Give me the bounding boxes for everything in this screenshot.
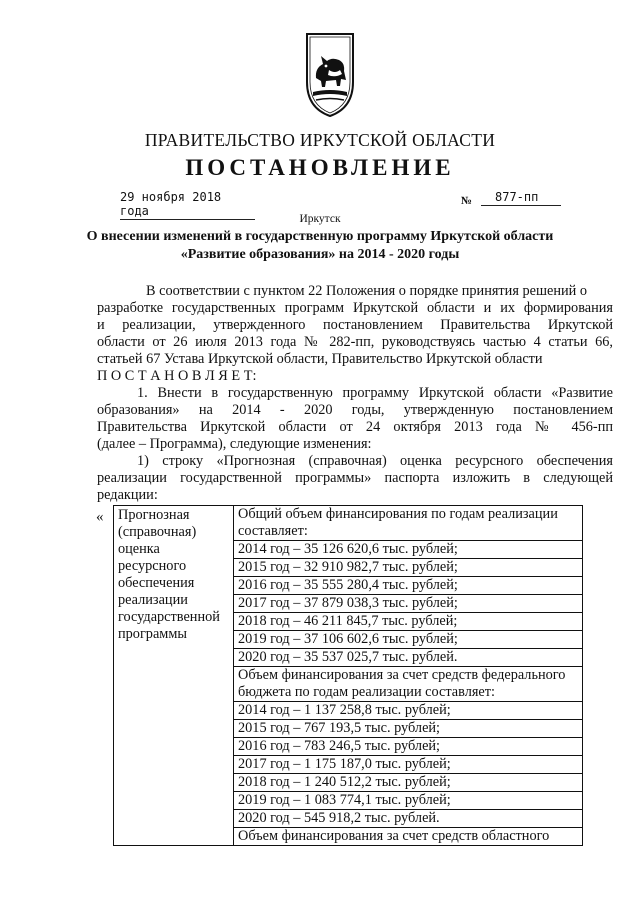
body-line: В соответствии с пунктом 22 Положения о порядке принятия решений о [146,283,588,299]
value-row: 2019 год – 37 106 602,6 тыс. рублей; [234,631,582,649]
value-row: 2020 год – 35 537 025,7 тыс. рублей. [234,649,582,667]
subject-line: О внесении изменений в государственную программу Иркутской области [86,229,554,244]
coat-of-arms-emblem [299,30,361,120]
decree-subject [0,228,640,264]
document-type: ПОСТАНОВЛЕНИЕ [185,155,455,180]
body-line: 1) строку «Прогнозная (справочная) оценка ресурсного обеспечения [137,453,613,469]
value-row: 2020 год – 545 918,2 тыс. рублей. [234,810,582,828]
label-line: реализации [118,592,188,608]
body-line: 1. Внести в государственную программу Иркутской области «Развитие [137,385,613,401]
government-title: ПРАВИТЕЛЬСТВО ИРКУТСКОЙ ОБЛАСТИ [144,130,496,150]
body-line: области от 26 июля 2013 года № 282-пп, руководствуясь частью 4 статьи 66, [97,334,613,350]
value-row: 2018 год – 46 211 845,7 тыс. рублей; [234,613,582,631]
value-row: 2014 год – 35 126 620,6 тыс. рублей; [234,541,582,559]
label-line: государственной [118,609,220,625]
value-row: 2017 год – 37 879 038,3 тыс. рублей; [234,595,582,613]
opening-quote: « [96,509,104,525]
number-label: № [461,195,473,207]
body-line: статьей 67 Устава Иркутской области, Правительство Иркутской области [97,351,543,367]
value-row: Объем финансирования за счет средств федерального бюджета по годам реализации составляет: [234,667,582,702]
label-cell [114,506,234,846]
label-line: ресурсного [118,558,187,574]
passport-table [113,505,583,846]
resolves-heading: П О С Т А Н О В Л Я Е Т: [97,368,257,384]
body-line: разработке государственных программ Иркутской области и их формирования [97,300,613,316]
body-line: образования» на 2014 - 2020 годы, утвержденную постановлением [97,402,613,418]
label-line: обеспечения [118,575,195,591]
value-row: 2016 год – 783 246,5 тыс. рублей; [234,738,582,756]
body-line: (далее – Программа), следующие изменения: [97,436,372,452]
city: Иркутск [299,213,341,225]
value-row: 2018 год – 1 240 512,2 тыс. рублей; [234,774,582,792]
value-cell [234,506,583,846]
body-line: редакции: [97,487,158,503]
subject-line: «Развитие образования» на 2014 - 2020 годы [180,247,460,262]
body-line: Правительства Иркутской области от 24 октября 2013 года № 456-пп [97,419,613,435]
label-line: оценка [118,541,160,557]
decree-number: 877-пп [481,190,561,206]
label-line: Прогнозная [118,507,190,523]
value-row: 2019 год – 1 083 774,1 тыс. рублей; [234,792,582,810]
value-row: 2015 год – 767 193,5 тыс. рублей; [234,720,582,738]
value-row: 2017 год – 1 175 187,0 тыс. рублей; [234,756,582,774]
value-row: Объем финансирования за счет средств областного [238,828,550,844]
value-row: 2016 год – 35 555 280,4 тыс. рублей; [234,577,582,595]
body-line: реализации государственной программы» паспорта изложить в следующей [97,470,613,486]
decree-date: 29 ноября 2018 года [120,190,255,220]
label-line: программы [118,626,188,642]
body-line: и реализации, утвержденного постановлением Правительства Иркутской [97,317,613,333]
value-row: 2015 год – 32 910 982,7 тыс. рублей; [234,559,582,577]
label-line: (справочная) [118,524,197,540]
table-row [114,506,583,846]
value-row: Общий объем финансирования по годам реализации составляет: [234,506,582,541]
value-row: 2014 год – 1 137 258,8 тыс. рублей; [234,702,582,720]
